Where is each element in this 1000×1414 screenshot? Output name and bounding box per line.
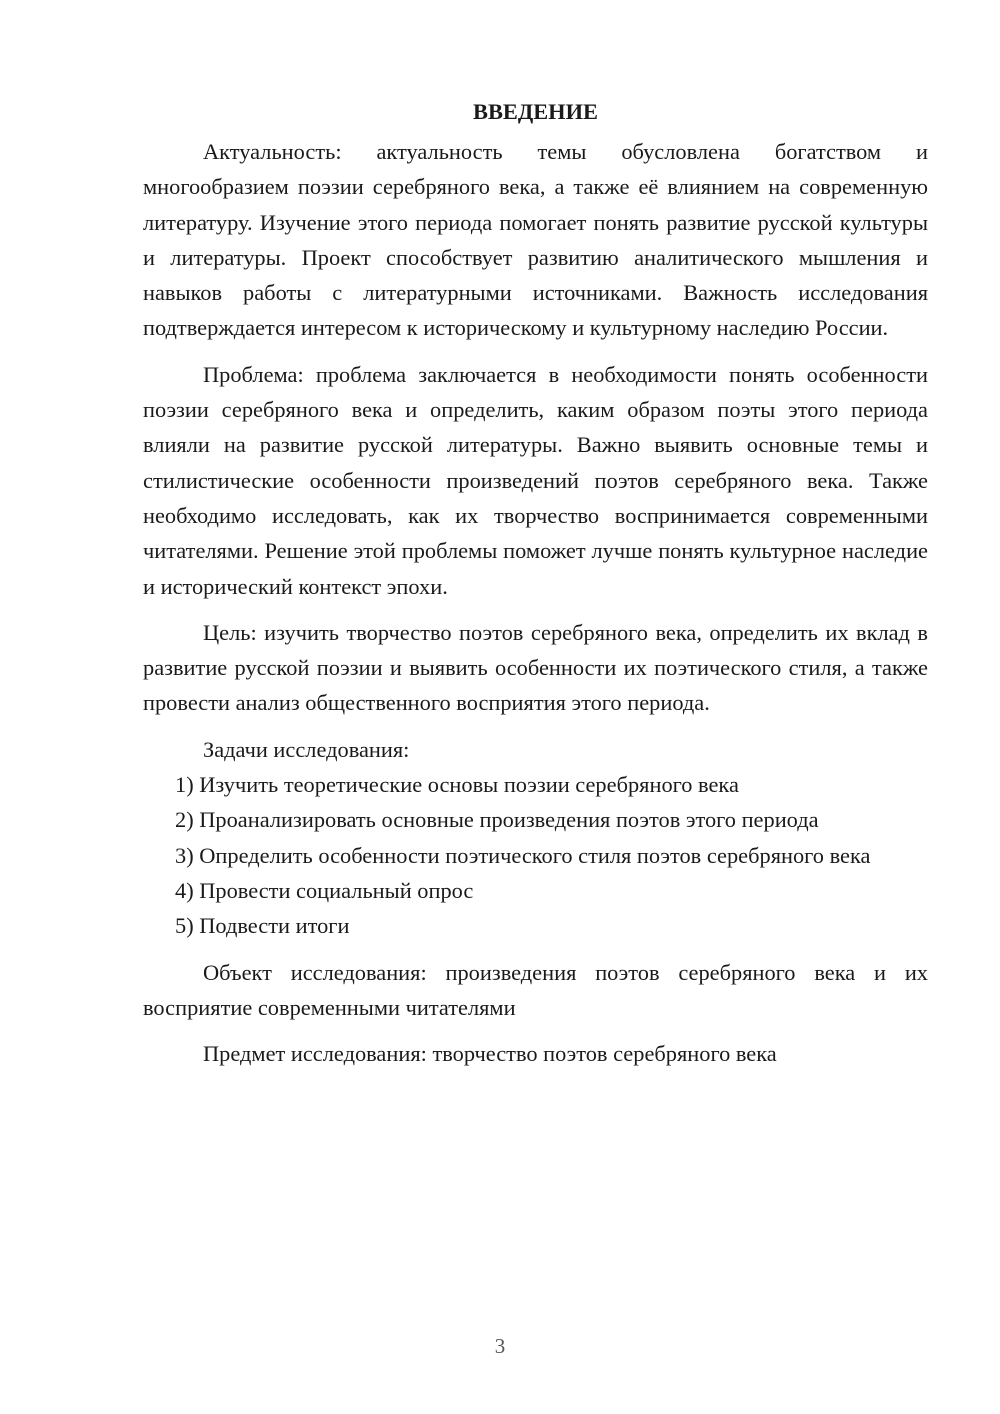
page-title: ВВЕДЕНИЕ [473,99,598,124]
page-number: 3 [494,1334,506,1358]
list-item: 3) Определить особенности поэтического стиля поэтов серебряного века [175,842,871,868]
paragraph-object: Объект исследования: произведения поэтов серебряного века и их восприятие современными читателями [143,959,928,1020]
list-item: 2) Проанализировать основные произведения поэтов этого периода [175,807,819,833]
paragraph-relevance: Актуальность: актуальность темы обусловлена богатством и многообразием поэзии серебряного века, а также её влиянием на современную литературу. Изучение этого периода помогает понять развитие русской культуры и литературы. Проект способствует развитию аналитического мышления и навыков работы с литературными источниками. Важность исследования подтверждается интересом к историческому и культурному наследию России. [143,139,928,341]
list-item: 4) Провести социальный опрос [175,877,474,903]
page-content [143,94,928,1071]
list-item: 1) Изучить теоретические основы поэзии серебряного века [175,772,739,798]
paragraph-goal: Цель: изучить творчество поэтов серебряного века, определить их вклад в развитие русской поэзии и выявить особенности их поэтического стиля, а также провести анализ общественного восприятия этого периода. [143,619,928,716]
list-item: 5) Подвести итоги [175,913,350,939]
paragraph-problem: Проблема: проблема заключается в необходимости понять особенности поэзии серебряного века и определить, каким образом поэты этого периода влияли на развитие русской литературы. Важно выявить основные темы и стилистические особенности произведений поэтов серебряного века. Также необходимо исследовать, как их творчество воспринимается современными читателями. Решение этой проблемы поможет лучше понять культурное наследие и исторический контекст эпохи. [143,361,928,599]
tasks-list [143,767,928,943]
paragraph-subject: Предмет исследования: творчество поэтов серебряного века [203,1041,777,1067]
tasks-heading: Задачи исследования: [203,736,410,762]
